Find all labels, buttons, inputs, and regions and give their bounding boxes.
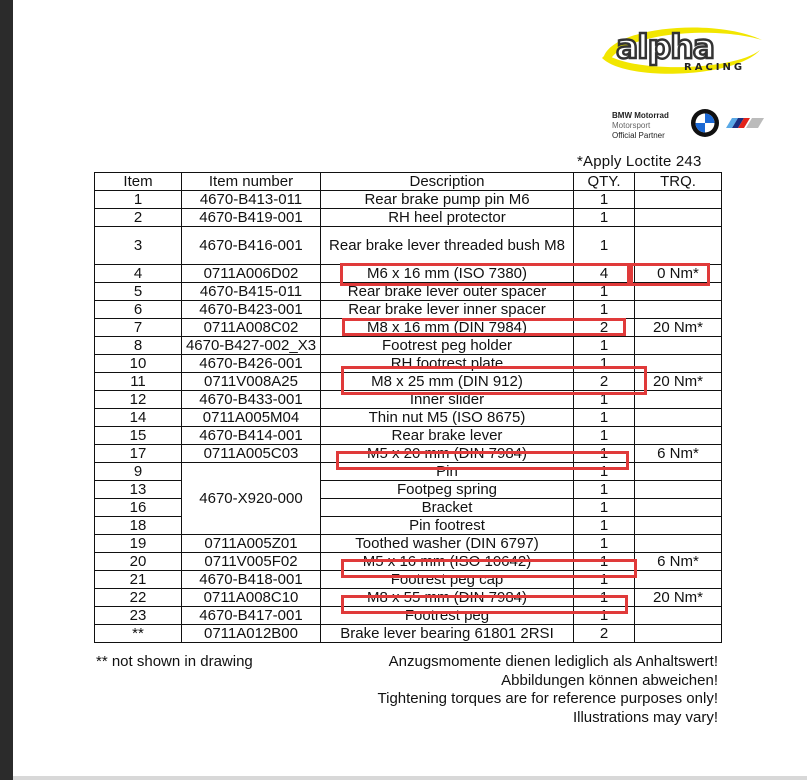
cell-desc: Rear brake pump pin M6 xyxy=(321,191,574,209)
cell-qty: 1 xyxy=(574,209,635,227)
cell-item: ** xyxy=(95,625,182,643)
cell-item: 22 xyxy=(95,589,182,607)
cell-trq: 6 Nm* xyxy=(635,445,722,463)
cell-item: 20 xyxy=(95,553,182,571)
cell-qty: 1 xyxy=(574,607,635,625)
cell-number: 0711A005M04 xyxy=(182,409,321,427)
cell-qty: 1 xyxy=(574,499,635,517)
partner-line-2: Motorsport xyxy=(612,121,651,130)
table-row xyxy=(95,227,722,265)
cell-item: 13 xyxy=(95,481,182,499)
cell-item: 12 xyxy=(95,391,182,409)
cell-number: 4670-X920-000 xyxy=(182,463,321,535)
cell-desc: Rear brake lever inner spacer xyxy=(321,301,574,319)
highlight-box-row-20 xyxy=(341,559,637,578)
cell-trq xyxy=(635,409,722,427)
cell-number: 0711A008C02 xyxy=(182,319,321,337)
cell-trq xyxy=(635,571,722,589)
highlight-box-row-11 xyxy=(341,366,647,395)
cell-item: 19 xyxy=(95,535,182,553)
cell-item: 15 xyxy=(95,427,182,445)
cell-desc: M5 x 20 mm (DIN 7984) xyxy=(321,445,574,463)
table-row xyxy=(95,535,722,553)
cell-number: 4670-B416-001 xyxy=(182,227,321,265)
header-trq: TRQ. xyxy=(635,173,722,191)
cell-number: 4670-B418-001 xyxy=(182,571,321,589)
cell-item: 1 xyxy=(95,191,182,209)
header-item-number: Item number xyxy=(182,173,321,191)
cell-item: 9 xyxy=(95,463,182,481)
cell-desc: M8 x 25 mm (DIN 912) xyxy=(321,373,574,391)
cell-number: 0711A005C03 xyxy=(182,445,321,463)
cell-number: 0711V008A25 xyxy=(182,373,321,391)
cell-item: 5 xyxy=(95,283,182,301)
cell-number: 4670-B415-011 xyxy=(182,283,321,301)
not-shown-note: ** not shown in drawing xyxy=(96,653,253,670)
table-row xyxy=(95,409,722,427)
cell-item: 23 xyxy=(95,607,182,625)
table-row xyxy=(95,301,722,319)
page-left-edge xyxy=(0,0,13,780)
cell-item: 18 xyxy=(95,517,182,535)
cell-qty: 1 xyxy=(574,191,635,209)
cell-item: 7 xyxy=(95,319,182,337)
cell-qty: 1 xyxy=(574,481,635,499)
cell-trq: 20 Nm* xyxy=(635,319,722,337)
highlight-box-row-22 xyxy=(341,595,628,614)
cell-qty: 2 xyxy=(574,373,635,391)
cell-trq xyxy=(635,391,722,409)
cell-qty: 4 xyxy=(574,265,635,283)
logo-subtitle: RACING xyxy=(684,62,746,73)
cell-desc: Brake lever bearing 61801 2RSI xyxy=(321,625,574,643)
cell-trq: 6 Nm* xyxy=(635,553,722,571)
highlight-box-row-4b xyxy=(630,263,710,286)
cell-trq xyxy=(635,301,722,319)
cell-trq xyxy=(635,463,722,481)
cell-trq xyxy=(635,227,722,265)
header-item: Item xyxy=(95,173,182,191)
cell-desc: Inner slider xyxy=(321,391,574,409)
cell-number: 0711A008C10 xyxy=(182,589,321,607)
note-de-1: Anzugsmomente dienen lediglich als Anhaltswert! xyxy=(388,653,718,670)
cell-item: 6 xyxy=(95,301,182,319)
cell-qty: 1 xyxy=(574,553,635,571)
cell-trq xyxy=(635,517,722,535)
cell-qty: 1 xyxy=(574,571,635,589)
cell-trq xyxy=(635,607,722,625)
cell-qty: 1 xyxy=(574,463,635,481)
cell-trq xyxy=(635,535,722,553)
partner-text xyxy=(612,111,669,141)
cell-number: 4670-B413-011 xyxy=(182,191,321,209)
cell-desc: Toothed washer (DIN 6797) xyxy=(321,535,574,553)
logo-wordmark: alpha xyxy=(616,27,714,66)
note-en-2: Illustrations may vary! xyxy=(572,708,718,726)
cell-desc: Footpeg spring xyxy=(321,481,574,499)
cell-number: 0711A006D02 xyxy=(182,265,321,283)
cell-desc: M8 x 55 mm (DIN 7984) xyxy=(321,589,574,607)
cell-trq: 0 Nm* xyxy=(635,265,722,283)
highlight-box-row-7 xyxy=(342,318,626,336)
cell-item: 8 xyxy=(95,337,182,355)
cell-qty: 1 xyxy=(574,445,635,463)
table-row xyxy=(95,625,722,643)
cell-qty: 1 xyxy=(574,427,635,445)
cell-number: 4670-B426-001 xyxy=(182,355,321,373)
table-row xyxy=(95,209,722,227)
cell-desc: RH heel protector xyxy=(321,209,574,227)
table-row xyxy=(95,427,722,445)
cell-desc: RH footrest plate xyxy=(321,355,574,373)
cell-qty: 1 xyxy=(574,337,635,355)
cell-qty: 1 xyxy=(574,589,635,607)
m-motorsport-stripes-icon xyxy=(726,116,764,130)
cell-number: 4670-B423-001 xyxy=(182,301,321,319)
cell-trq xyxy=(635,209,722,227)
cell-trq xyxy=(635,481,722,499)
cell-item: 4 xyxy=(95,265,182,283)
cell-item: 17 xyxy=(95,445,182,463)
cell-desc: M5 x 16 mm (ISO 10642) xyxy=(321,553,574,571)
cell-desc: Footrest peg holder xyxy=(321,337,574,355)
cell-desc: M6 x 16 mm (ISO 7380) xyxy=(321,265,574,283)
cell-number: 4670-B427-002_X3 xyxy=(182,337,321,355)
alpha-racing-logo xyxy=(596,20,764,80)
cell-number: 4670-B433-001 xyxy=(182,391,321,409)
table-header-row xyxy=(95,173,722,191)
cell-desc: Pin xyxy=(321,463,574,481)
cell-trq xyxy=(635,191,722,209)
cell-item: 3 xyxy=(95,227,182,265)
cell-qty: 1 xyxy=(574,535,635,553)
cell-desc: Thin nut M5 (ISO 8675) xyxy=(321,409,574,427)
cell-trq xyxy=(635,625,722,643)
cell-trq: 20 Nm* xyxy=(635,373,722,391)
note-en-1: Tightening torques are for reference purposes only! xyxy=(377,690,718,707)
highlight-box-row-17 xyxy=(336,451,629,470)
cell-qty: 1 xyxy=(574,227,635,265)
cell-number: 0711A005Z01 xyxy=(182,535,321,553)
cell-item: 14 xyxy=(95,409,182,427)
cell-item: 16 xyxy=(95,499,182,517)
cell-desc: Footrest peg xyxy=(321,607,574,625)
cell-qty: 1 xyxy=(574,355,635,373)
table-row xyxy=(95,191,722,209)
partner-line-1: BMW Motorrad xyxy=(612,111,669,120)
cell-trq xyxy=(635,355,722,373)
cell-desc: M8 x 16 mm (DIN 7984) xyxy=(321,319,574,337)
cell-item: 10 xyxy=(95,355,182,373)
disclaimer-notes xyxy=(378,653,718,727)
table-row xyxy=(95,337,722,355)
cell-qty: 1 xyxy=(574,409,635,427)
cell-trq xyxy=(635,427,722,445)
cell-desc: Rear brake lever outer spacer xyxy=(321,283,574,301)
cell-qty: 1 xyxy=(574,301,635,319)
cell-item: 11 xyxy=(95,373,182,391)
cell-number: 0711V005F02 xyxy=(182,553,321,571)
cell-number: 4670-B414-001 xyxy=(182,427,321,445)
cell-number: 4670-B417-001 xyxy=(182,607,321,625)
cell-desc: Rear brake lever threaded bush M8 xyxy=(321,227,574,265)
highlight-box-row-4a xyxy=(340,263,630,286)
bmw-roundel-icon xyxy=(690,108,720,138)
cell-qty: 1 xyxy=(574,517,635,535)
note-de-2: Abbildungen können abweichen! xyxy=(501,671,718,689)
page-bottom-edge xyxy=(13,776,807,780)
cell-trq: 20 Nm* xyxy=(635,589,722,607)
cell-desc: Rear brake lever xyxy=(321,427,574,445)
cell-item: 2 xyxy=(95,209,182,227)
cell-qty: 2 xyxy=(574,625,635,643)
cell-desc: Pin footrest xyxy=(321,517,574,535)
loctite-note: *Apply Loctite 243 xyxy=(577,153,702,170)
cell-desc: Bracket xyxy=(321,499,574,517)
cell-trq xyxy=(635,499,722,517)
cell-qty: 1 xyxy=(574,391,635,409)
header-description: Description xyxy=(321,173,574,191)
cell-number: 0711A012B00 xyxy=(182,625,321,643)
partner-line-3: Official Partner xyxy=(612,131,665,140)
cell-desc: Footrest peg cap xyxy=(321,571,574,589)
cell-qty: 1 xyxy=(574,283,635,301)
header-qty: QTY. xyxy=(574,173,635,191)
cell-item: 21 xyxy=(95,571,182,589)
cell-trq xyxy=(635,337,722,355)
cell-number: 4670-B419-001 xyxy=(182,209,321,227)
cell-qty: 2 xyxy=(574,319,635,337)
